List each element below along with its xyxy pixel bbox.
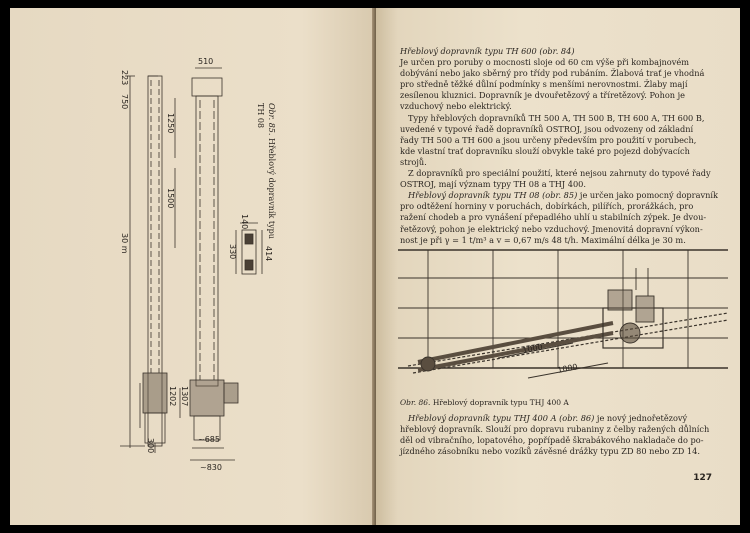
paragraph-th08-line: ražení chodeb a pro vynášení přepadlého uhlí u stabilních zýpek. Je dvou- xyxy=(400,212,707,223)
open-book xyxy=(4,4,746,529)
figure-86-drawing xyxy=(398,238,728,393)
figure-86-label: Obr. 86. xyxy=(400,398,431,407)
dim-414: 414 xyxy=(264,246,273,262)
figure-86-caption xyxy=(400,398,569,407)
paragraph-th08-line: pro odtěžení horniny v poruchách, dobírkách, pilířích, prorážkách, pro xyxy=(400,201,694,212)
paragraph-th600-line: kde vlastní trať dopravníku slouží obvykle také pro pojezd dobývacích xyxy=(400,145,690,156)
paragraph-th600-line: dobývání nebo jako sběrný pro třídy pod rubáním. Žlabová trať je vhodná xyxy=(400,68,705,79)
paragraph-th600-line: řady TH 500 a TH 600 a jsou určeny především pro použití v porubech, xyxy=(400,134,697,145)
paragraph-th600-line: strojů. xyxy=(400,156,427,167)
figure-85-text: Hřeblový dopravník typu TH 08 xyxy=(256,103,276,239)
paragraph-th600-line: vzduchový nebo elektrický. xyxy=(400,101,512,112)
paragraph-thj400a-line: jízdného zásobníku nebo vozíků závěsné drážky typu ZD 80 nebo ZD 14. xyxy=(400,446,700,457)
section-thj400a xyxy=(400,413,730,457)
paragraph-th600-line: Je určen pro poruby o mocnosti sloje od 60 cm výše při kombajnovém xyxy=(400,57,689,68)
figure-85-label: Obr. 85. xyxy=(267,103,276,136)
paragraph-th08-line: nost je při γ = 1 t/m³ a v = 0,67 m/s 48 t/h. Maximální délka je 30 m. xyxy=(400,234,686,245)
paragraph-thj400a-line: hřeblový dopravník. Slouží pro dopravu rubaniny z čelby ražených důlních xyxy=(400,424,710,435)
paragraph-th600-line: pro středně těžké důlní podmínky s menšími nerovnostmi. Žlaby mají xyxy=(400,79,688,90)
paragraph-th08-line: je určen jako pomocný dopravník xyxy=(579,190,718,201)
dim-1202: 1202 xyxy=(168,386,177,407)
dim-830: ~830 xyxy=(200,463,222,472)
paragraph-thj400a-line: je nový jednořetězový xyxy=(596,413,688,423)
paragraph-thj400a-line: děl od vibračního, lopatového, popřípadě škrabákového nakladače do po- xyxy=(400,435,704,446)
fig86-dim-1000-b: 1000 xyxy=(556,362,579,375)
section-th600 xyxy=(400,46,730,246)
paragraph-th600-line: Typy hřeblových dopravníků TH 500 A, TH 500 B, TH 600 A, TH 600 B, xyxy=(408,112,705,123)
dim-300: 300 xyxy=(146,438,155,454)
paragraph-th600-line: Z dopravníků pro speciální použití, které nejsou zahrnuty do typové řady xyxy=(408,168,711,179)
heading-th08-ref: (obr. 85) xyxy=(542,190,578,201)
heading-th600-name: Hřeblový dopravník typu TH 600 xyxy=(400,46,537,56)
dim-223: 223 xyxy=(120,70,129,86)
page-number: 127 xyxy=(693,473,712,483)
figure-85-drawing xyxy=(10,8,375,525)
dim-1250: 1250 xyxy=(166,113,175,134)
right-page xyxy=(376,8,740,525)
left-page xyxy=(10,8,375,525)
figure-85-caption xyxy=(255,103,277,253)
heading-th08-name: Hřeblový dopravník typu TH 08 xyxy=(408,190,540,201)
dim-30m: 30 m xyxy=(120,233,129,254)
heading-thj400a-name: Hřeblový dopravník typu THJ 400 A xyxy=(408,413,557,423)
dim-1500: 1500 xyxy=(166,188,175,209)
figure-86-text: Hřeblový dopravník typu THJ 400 A xyxy=(432,398,569,407)
paragraph-th08-first xyxy=(400,190,730,201)
heading-th600 xyxy=(400,46,730,57)
dim-1307: 1307 xyxy=(180,386,189,407)
heading-thj400a-ref: (obr. 86) xyxy=(559,413,595,423)
dim-685: ~685 xyxy=(198,435,220,444)
dim-330: 330 xyxy=(228,244,237,260)
dim-750: 750 xyxy=(120,94,129,110)
paragraph-th600-line: zesílenou kluznici. Dopravník je dvouřetězový a tříretězový. Pohon je xyxy=(400,90,686,101)
paragraph-th08-line: řetězový, pohon je elektrický nebo vzduchový. Jmenovitá dopravní výkon- xyxy=(400,223,703,234)
dim-510: 510 xyxy=(198,57,214,66)
paragraph-th600-line: OSTROJ, mají význam typy TH 08 a THJ 400. xyxy=(400,179,586,190)
paragraph-th600-line: uvedené v typové řadě dopravníků OSTROJ, jsou odvozeny od základní xyxy=(400,123,694,134)
heading-th600-ref: (obr. 84) xyxy=(539,46,575,56)
dim-140: 140 xyxy=(240,214,249,230)
paragraph-thj400a-first xyxy=(400,413,730,424)
fig86-dim-1000-a: 1000 xyxy=(521,342,544,355)
